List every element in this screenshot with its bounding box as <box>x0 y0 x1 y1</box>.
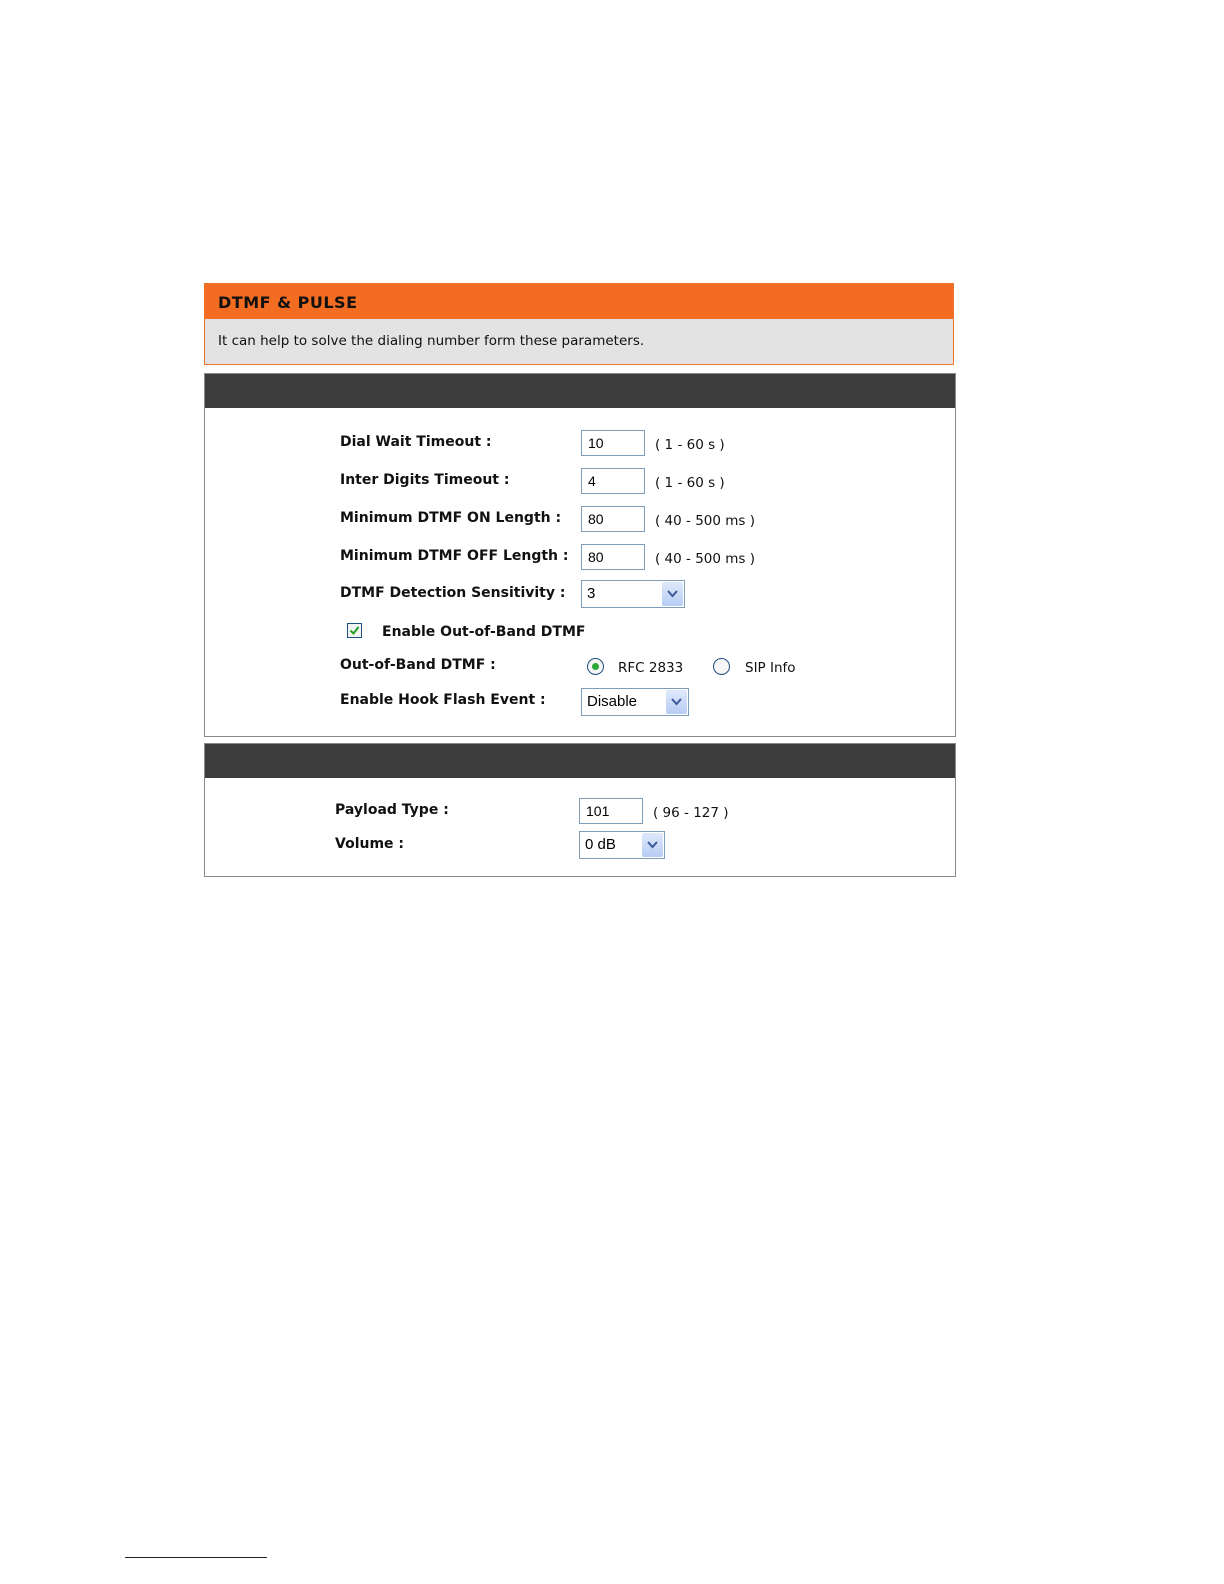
inter-digits-timeout-input[interactable] <box>581 468 645 494</box>
hook-flash-label: Enable Hook Flash Event : <box>340 692 546 708</box>
detection-sensitivity-label: DTMF Detection Sensitivity : <box>340 585 566 601</box>
chevron-down-icon[interactable] <box>642 833 663 857</box>
detection-sensitivity-value: 3 <box>587 585 596 602</box>
sip-info-label: SIP Info <box>745 660 796 676</box>
min-dtmf-off-hint: ( 40 - 500 ms ) <box>655 551 755 567</box>
rfc2833-label: RFC 2833 <box>618 660 684 676</box>
dtmf-pulse-header <box>204 283 954 365</box>
volume-value: 0 dB <box>585 836 616 853</box>
footnote-divider <box>125 1557 267 1558</box>
rfc2833-radio[interactable] <box>587 658 604 675</box>
dial-wait-timeout-input[interactable] <box>581 430 645 456</box>
inter-digits-timeout-hint: ( 1 - 60 s ) <box>655 475 725 491</box>
payload-type-label: Payload Type : <box>335 802 449 818</box>
checkmark-icon <box>349 625 360 636</box>
hook-flash-value: Disable <box>587 693 638 710</box>
inter-digits-timeout-label: Inter Digits Timeout : <box>340 472 510 488</box>
dtmf-settings-section <box>204 373 956 737</box>
section-header-bar <box>205 744 955 778</box>
hook-flash-select[interactable] <box>581 688 689 716</box>
payload-type-hint: ( 96 - 127 ) <box>653 805 729 821</box>
sip-info-radio[interactable] <box>713 658 730 675</box>
page-description: It can help to solve the dialing number form these parameters. <box>218 333 645 349</box>
radio-selected-dot <box>592 663 599 670</box>
min-dtmf-on-hint: ( 40 - 500 ms ) <box>655 513 755 529</box>
chevron-down-icon[interactable] <box>662 582 683 606</box>
payload-type-input[interactable] <box>579 798 643 824</box>
volume-label: Volume : <box>335 836 405 852</box>
min-dtmf-on-label: Minimum DTMF ON Length : <box>340 510 562 526</box>
page-title: DTMF & PULSE <box>205 284 953 319</box>
oob-dtmf-label: Out-of-Band DTMF : <box>340 657 496 673</box>
dial-wait-timeout-hint: ( 1 - 60 s ) <box>655 437 725 453</box>
enable-oob-checkbox[interactable] <box>347 623 362 638</box>
min-dtmf-off-label: Minimum DTMF OFF Length : <box>340 548 569 564</box>
section-header-bar <box>205 374 955 408</box>
chevron-down-icon[interactable] <box>666 690 687 714</box>
dial-wait-timeout-label: Dial Wait Timeout : <box>340 434 492 450</box>
detection-sensitivity-select[interactable] <box>581 580 685 608</box>
volume-select[interactable] <box>579 831 665 859</box>
min-dtmf-off-input[interactable] <box>581 544 645 570</box>
min-dtmf-on-input[interactable] <box>581 506 645 532</box>
enable-oob-label: Enable Out-of-Band DTMF <box>382 624 586 640</box>
